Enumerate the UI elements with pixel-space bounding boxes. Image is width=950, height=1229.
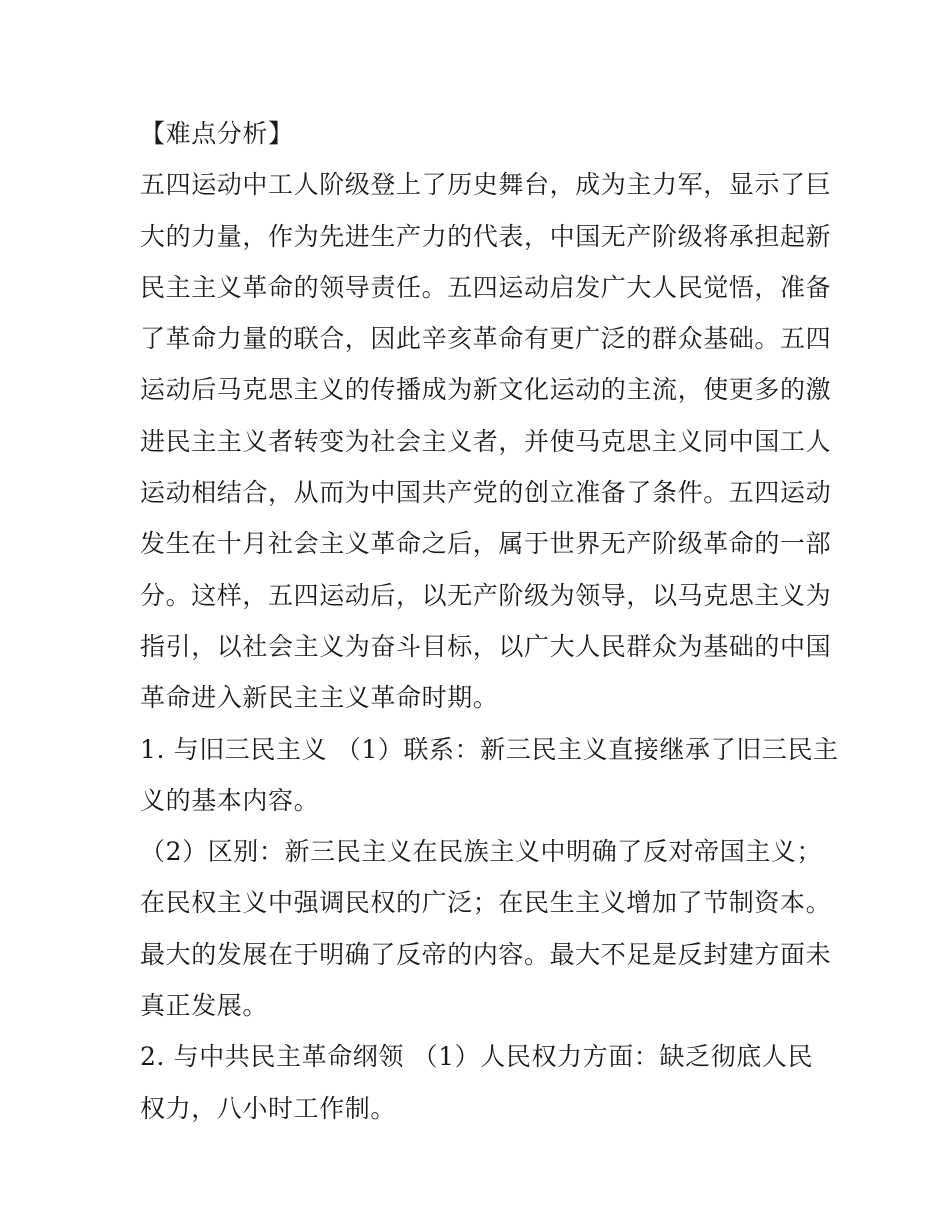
text-line: 进民主主义者转变为社会主义者，并使马克思主义同中国工人	[140, 426, 832, 456]
text-line: 指引，以社会主义为奋斗目标，以广大人民群众为基础的中国	[140, 631, 832, 661]
text-line: 大的力量，作为先进生产力的代表，中国无产阶级将承担起新	[140, 221, 832, 251]
text-line: 了革命力量的联合，因此辛亥革命有更广泛的群众基础。五四	[140, 324, 832, 354]
text-line: 在民权主义中强调民权的广泛；在民生主义增加了节制资本。	[140, 888, 832, 918]
text-line: 1. 与旧三民主义 （1）联系：新三民主义直接继承了旧三民主	[140, 734, 839, 764]
text-line: 权力，八小时工作制。	[140, 1093, 397, 1123]
section-heading: 【难点分析】	[140, 119, 294, 148]
text-line: 分。这样，五四运动后，以无产阶级为领导，以马克思主义为	[140, 580, 832, 610]
paragraph-analysis	[140, 159, 840, 723]
text-line: 运动相结合，从而为中国共产党的创立准备了条件。五四运动	[140, 478, 832, 508]
document-body	[140, 108, 840, 1134]
text-line: 民主主义革命的领导责任。五四运动启发广大人民觉悟，准备	[140, 272, 832, 302]
text-line: 2. 与中共民主革命纲领 （1）人民权力方面：缺乏彻底人民	[140, 1042, 814, 1072]
text-line: 五四运动中工人阶级登上了历史舞台，成为主力军，显示了巨	[140, 170, 832, 200]
list-item-1-difference	[140, 826, 840, 1031]
list-item-1	[140, 724, 840, 827]
text-line: 运动后马克思主义的传播成为新文化运动的主流，使更多的激	[140, 375, 832, 405]
text-line: 革命进入新民主主义革命时期。	[140, 683, 499, 713]
list-item-2	[140, 1031, 840, 1134]
text-line: 义的基本内容。	[140, 785, 320, 815]
text-line: （2）区别：新三民主义在民族主义中明确了反对帝国主义；	[140, 837, 823, 867]
text-line: 最大的发展在于明确了反帝的内容。最大不足是反封建方面未	[140, 939, 832, 969]
text-line: 发生在十月社会主义革命之后，属于世界无产阶级革命的一部	[140, 529, 832, 559]
text-line: 真正发展。	[140, 991, 269, 1021]
